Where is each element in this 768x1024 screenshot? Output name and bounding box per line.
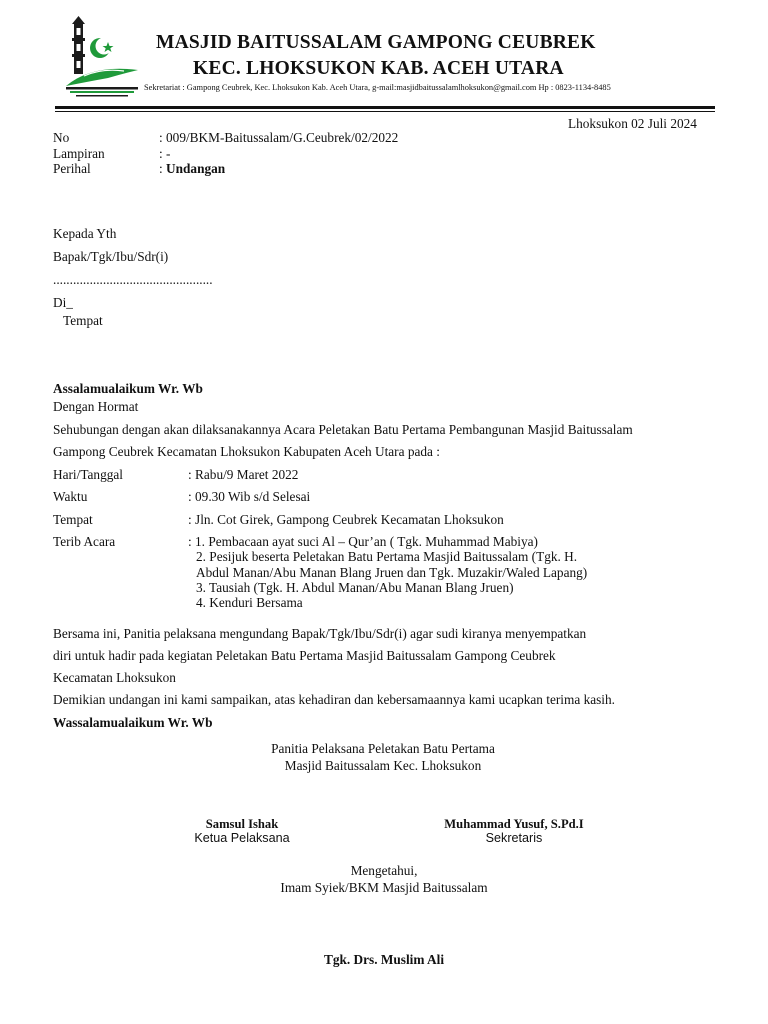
meta-value-no: : 009/BKM-Baitussalam/G.Ceubrek/02/2022 [159, 130, 399, 145]
recipient-line2: Bapak/Tgk/Ibu/Sdr(i) [53, 249, 169, 264]
letterhead-rule-thick [55, 106, 715, 109]
recipient-line3: Di_ [53, 295, 73, 310]
intro-line1: Sehubungan dengan akan dilaksanakannya Acara Peletakan Batu Pertama Pembangunan Masjid Baitussalam [53, 422, 633, 437]
letterhead-title: MASJID BAITUSSALAM GAMPONG CEUBREK [156, 32, 596, 53]
detail-value-waktu: : 09.30 Wib s/d Selesai [188, 489, 311, 504]
recipient-dots: ................................................ [53, 272, 213, 287]
signatory-1-role: Ketua Pelaksana [194, 831, 290, 845]
opening: Dengan Hormat [53, 399, 139, 414]
agenda-label: Terib Acara [53, 534, 116, 549]
letterhead-rule-thin [55, 111, 715, 112]
body-line-4: Demikian undangan ini kami sampaikan, atas kehadiran dan kebersamaannya kami ucapkan terima kasih. [53, 692, 615, 707]
meta-value-perihal [159, 161, 225, 177]
intro-line2: Gampong Ceubrek Kecamatan Lhoksukon Kabupaten Aceh Utara pada : [53, 444, 440, 459]
recipient-line4: Tempat [63, 313, 103, 328]
acknowledge-name: Tgk. Drs. Muslim Ali [323, 952, 445, 967]
agenda-line-3: Abdul Manan/Abu Manan Blang Jruen dan Tgk. Muzakir/Waled Lapang) [196, 565, 588, 580]
meta-value-lampiran: : - [159, 146, 171, 161]
detail-value-tempat: : Jln. Cot Girek, Gampong Ceubrek Kecamatan Lhoksukon [188, 512, 504, 527]
body-line-1: Bersama ini, Panitia pelaksana mengundang Bapak/Tgk/Ibu/Sdr(i) agar sudi kiranya menyempatkan [53, 626, 587, 641]
agenda-line-2: 2. Pesijuk beserta Peletakan Batu Pertama Masjid Baitussalam (Tgk. H. [196, 549, 578, 564]
agenda-line-1: : 1. Pembacaan ayat suci Al – Qur’an ( Tgk. Muhammad Mabiya) [188, 534, 538, 549]
agenda-line-5: 4. Kenduri Bersama [196, 595, 303, 610]
greeting: Assalamualaikum Wr. Wb [53, 381, 203, 396]
acknowledge-line1: Mengetahui, [350, 863, 418, 878]
meta-label-lampiran: Lampiran [53, 146, 105, 161]
detail-label-tanggal: Hari/Tanggal [53, 467, 123, 482]
letterhead-address: Sekretariat : Gampong Ceubrek, Kec. Lhoksukon Kab. Aceh Utara, g-mail:masjidbaitussalamlhoksukon@gmail.com Hp : 0823-1134-8485 [144, 83, 611, 92]
signatory-1-name: Samsul Ishak [205, 817, 279, 831]
committee-line1: Panitia Pelaksana Peletakan Batu Pertama [271, 741, 495, 756]
committee-line2: Masjid Baitussalam Kec. Lhoksukon [284, 758, 482, 773]
meta-value-perihal-text: Undangan [166, 161, 226, 176]
letterhead-subtitle: KEC. LHOKSUKON KAB. ACEH UTARA [193, 58, 564, 79]
letter-date: Lhoksukon 02 Juli 2024 [568, 116, 697, 131]
body-line-3: Kecamatan Lhoksukon [53, 670, 176, 685]
meta-label-no: No [53, 130, 70, 145]
body-line-2: diri untuk hadir pada kegiatan Peletakan Batu Pertama Masjid Baitussalam Gampong Ceubrek [53, 648, 556, 663]
meta-value-perihal-prefix: : [159, 161, 167, 176]
mosque-crescent-logo-icon [62, 16, 142, 102]
acknowledge-line2: Imam Syiek/BKM Masjid Baitussalam [280, 880, 488, 895]
detail-value-tanggal: : Rabu/9 Maret 2022 [188, 467, 299, 482]
signatory-2-role: Sekretaris [485, 831, 543, 845]
meta-label-perihal: Perihal [53, 161, 91, 176]
closing: Wassalamualaikum Wr. Wb [53, 715, 213, 730]
recipient-line1: Kepada Yth [53, 226, 117, 241]
signatory-2-name: Muhammad Yusuf, S.Pd.I [444, 817, 584, 831]
detail-label-tempat: Tempat [53, 512, 93, 527]
agenda-line-4: 3. Tausiah (Tgk. H. Abdul Manan/Abu Manan Blang Jruen) [196, 580, 514, 595]
detail-label-waktu: Waktu [53, 489, 88, 504]
